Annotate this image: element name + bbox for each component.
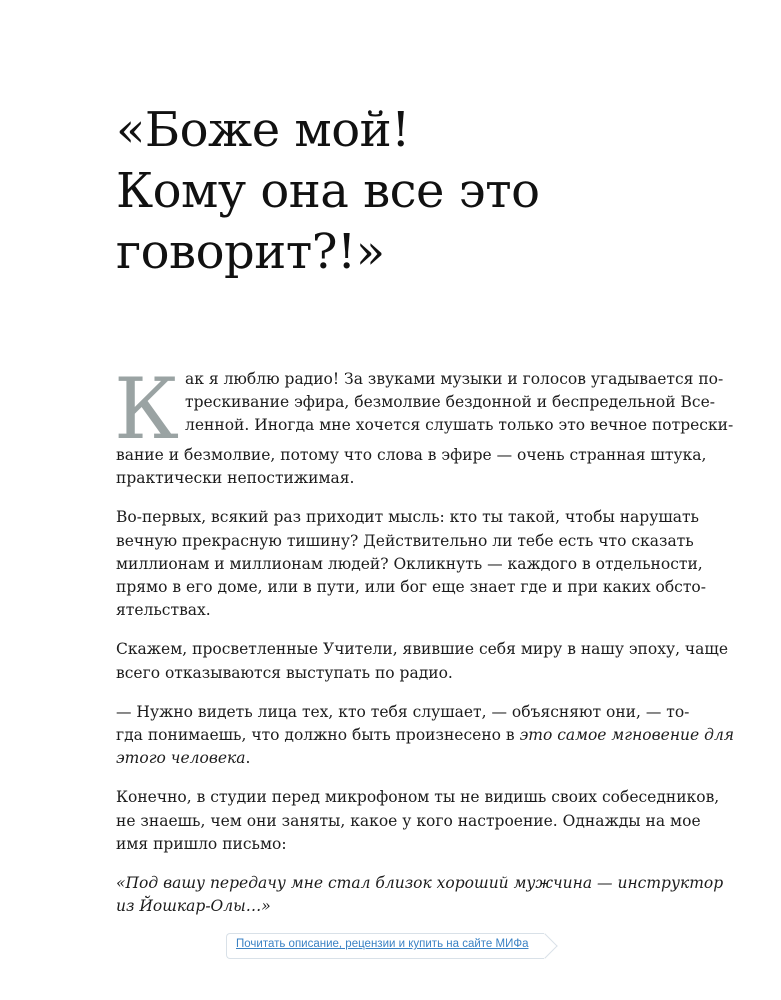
paragraph-1-line-2: трескивание эфира, безмолвие бездонной и беспредельной Все- [185, 393, 715, 412]
paragraph-5-line-2: не знаешь, чем они заняты, какое у кого настроение. Однажды на мое [116, 811, 701, 830]
paragraph-4 [116, 701, 735, 771]
chapter-title-line-3: говорит?!» [116, 224, 385, 280]
paragraph-2-line-5: ятельствах. [116, 601, 211, 620]
paragraph-6-letter-quote [116, 872, 724, 918]
paragraph-4-line-1: — Нужно видеть лица тех, кто тебя слушает, — объясняют они, — то- [116, 702, 690, 721]
paragraph-2-line-1: Во-первых, всякий раз приходит мысль: кто ты такой, чтобы нарушать [116, 508, 699, 527]
paragraph-1-line-5: практически непостижимая. [116, 469, 355, 488]
paragraph-4-line-3-end: . [245, 749, 251, 768]
paragraph-4-line-2-plain: гда понимаешь, что должно быть произнесено в [116, 726, 520, 745]
paragraph-6-line-1: «Под вашу передачу мне стал близок хороший мужчина — инструктор [116, 874, 724, 893]
paragraph-3-line-1: Скажем, просветленные Учители, явившие себя миру в нашу эпоху, чаще [116, 640, 729, 659]
paragraph-2 [116, 506, 706, 622]
paragraph-6-line-2: из Йошкар-Олы…» [116, 897, 271, 916]
chapter-title-line-1: «Боже мой! [116, 102, 410, 158]
paragraph-2-line-4: прямо в его доме, или в пути, или бог еще знает где и при каких обсто- [116, 578, 706, 597]
paragraph-1-line-4: вание и безмолвие, потому что слова в эфире — очень странная штука, [116, 446, 707, 464]
paragraph-4-line-3 [116, 747, 686, 770]
paragraph-2-line-3: миллионам и миллионам людей? Окликнуть — каждого в отдельности, [116, 554, 703, 573]
chapter-body [114, 360, 735, 934]
paragraph-4-line-2-italic: это самое мгновение для [519, 726, 735, 745]
paragraph-5 [116, 786, 720, 856]
paragraph-5-line-1: Конечно, в студии перед микрофоном ты не видишь своих собеседников, [116, 788, 720, 807]
chapter-title [116, 100, 716, 283]
paragraph-3-line-2: всего отказываются выступать по радио. [116, 663, 453, 682]
drop-cap-letter: К [114, 360, 180, 458]
paragraph-1-line-3: ленной. Иногда мне хочется слушать только это вечное потрески- [185, 416, 734, 435]
paragraph-5-line-3: имя пришло письмо: [116, 834, 287, 853]
chapter-title-line-2: Кому она все это [116, 163, 540, 219]
paragraph-4-line-3-italic: этого человека [116, 749, 246, 768]
paragraph-4-line-2 [116, 724, 735, 747]
paragraph-1 [114, 360, 734, 490]
paragraph-1-line-1: ак я люблю радио! За звуками музыки и голосов угадывается по- [185, 370, 724, 388]
paragraph-2-line-2: вечную прекрасную тишину? Действительно ли тебе есть что сказать [116, 531, 694, 550]
paragraph-3 [116, 638, 729, 684]
publisher-link[interactable]: Почитать описание, рецензии и купить на сайте МИФа [236, 938, 529, 950]
publisher-link-banner [226, 933, 554, 959]
